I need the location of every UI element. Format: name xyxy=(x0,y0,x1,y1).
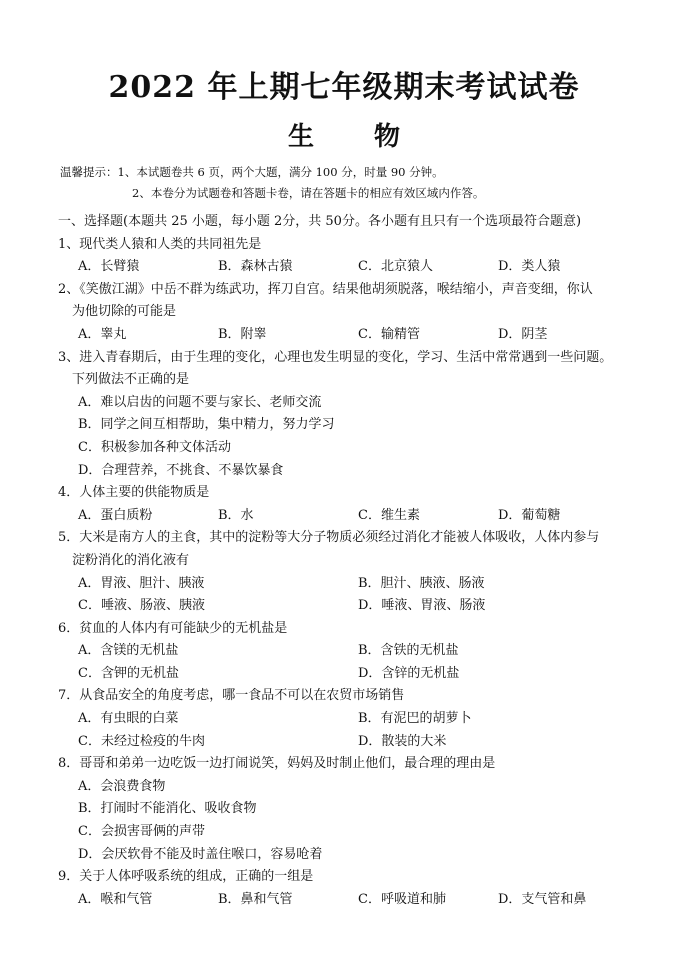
option-b: B．胆汁、胰液、肠液 xyxy=(358,575,485,591)
option-c: C．未经过检疫的牛肉 xyxy=(78,733,205,749)
option-row xyxy=(58,889,638,912)
option-b: B．森林古猿 xyxy=(218,259,293,275)
exam-title: 2022 年上期七年级期末考试试卷 xyxy=(108,70,580,105)
option-c: C．积极参加各种文体活动 xyxy=(78,439,231,455)
option-a: A．蛋白质粉 xyxy=(78,507,153,523)
option-d: D．阴茎 xyxy=(498,326,548,342)
option-a: A．难以启齿的问题不要与家长、老师交流 xyxy=(78,394,322,410)
option-b: B．水 xyxy=(218,507,254,523)
option-c: C．维生素 xyxy=(358,507,420,523)
option-row xyxy=(58,324,638,347)
option-d: D．合理营养，不挑食、不暴饮暴食 xyxy=(78,462,284,478)
question-5 xyxy=(58,527,638,617)
exam-notes xyxy=(60,162,484,204)
option-c: C．唾液、肠液、胰液 xyxy=(78,598,205,614)
question-stem-continued: 淀粉消化的消化液有 xyxy=(72,552,190,568)
question-stem: 4．人体主要的供能物质是 xyxy=(58,485,210,501)
option-d: D．类人猿 xyxy=(498,259,561,275)
note-line-1: 温馨提示：1、本试题卷共 6 页，两个大题，满分 100 分，时量 90 分钟。 xyxy=(60,165,444,179)
question-stem-continued: 下列做法不正确的是 xyxy=(72,372,190,388)
option-c: C．北京猿人 xyxy=(358,259,433,275)
option-d: D．支气管和鼻 xyxy=(498,891,587,907)
question-stem-continued: 为他切除的可能是 xyxy=(72,304,177,320)
question-3 xyxy=(58,347,638,483)
option-d: D．含锌的无机盐 xyxy=(358,665,460,681)
question-7 xyxy=(58,685,638,753)
option-row xyxy=(58,573,638,596)
option-row xyxy=(58,505,638,528)
option-a: A．胃液、胆汁、胰液 xyxy=(78,575,205,591)
question-2 xyxy=(58,279,638,347)
option-d: D．会厌软骨不能及时盖住喉口，容易呛着 xyxy=(78,846,323,862)
question-stem: 6．贫血的人体内有可能缺少的无机盐是 xyxy=(58,620,288,636)
option-b: B．打闹时不能消化、吸收食物 xyxy=(78,801,257,817)
option-a: A．有虫眼的白菜 xyxy=(78,711,179,727)
option-row xyxy=(58,663,638,686)
option-a: A．长臂猿 xyxy=(78,259,140,275)
option-c: C．输精管 xyxy=(358,326,420,342)
option-b: B．有泥巴的胡萝卜 xyxy=(358,711,472,727)
question-stem: 1、现代类人猿和人类的共同祖先是 xyxy=(58,236,262,252)
option-a: A．含镁的无机盐 xyxy=(78,643,179,659)
question-stem: 8．哥哥和弟弟一边吃饭一边打闹说笑，妈妈及时制止他们，最合理的理由是 xyxy=(58,756,496,772)
question-section xyxy=(58,211,638,911)
option-b: B．鼻和气管 xyxy=(218,891,293,907)
question-stem: 7．从食品安全的角度考虑，哪一食品不可以在农贸市场销售 xyxy=(58,688,405,704)
question-stem: 5．大米是南方人的主食，其中的淀粉等大分子物质必须经过消化才能被人体吸收，人体内参与 xyxy=(58,530,600,546)
question-stem: 2、《笑傲江湖》中岳不群为练武功，挥刀自宫。结果他胡须脱落，喉结缩小，声音变细，你认 xyxy=(58,281,593,297)
option-b: B．含铁的无机盐 xyxy=(358,643,459,659)
option-row xyxy=(58,731,638,754)
option-row xyxy=(58,708,638,731)
option-d: D．葡萄糖 xyxy=(498,507,561,523)
note-line-2: 2、本卷分为试题卷和答题卡卷，请在答题卡的相应有效区域内作答。 xyxy=(132,186,485,200)
question-9 xyxy=(58,866,638,911)
option-c: C．会损害哥俩的声带 xyxy=(78,824,205,840)
option-d: D．唾液、胃液、肠液 xyxy=(358,598,486,614)
option-c: C．含钾的无机盐 xyxy=(78,665,179,681)
option-a: A．喉和气管 xyxy=(78,891,153,907)
question-stem: 9．关于人体呼吸系统的组成，正确的一组是 xyxy=(58,869,314,885)
question-8 xyxy=(58,753,638,866)
option-a: A．睾丸 xyxy=(78,326,127,342)
question-stem: 3、进入青春期后，由于生理的变化，心理也发生明显的变化，学习、生活中常常遇到一些问题。 xyxy=(58,349,613,365)
question-6 xyxy=(58,618,638,686)
option-a: A．会浪费食物 xyxy=(78,778,166,794)
question-1 xyxy=(58,234,638,279)
question-4 xyxy=(58,482,638,527)
option-c: C．呼吸道和肺 xyxy=(358,891,446,907)
option-b: B．同学之间互相帮助，集中精力，努力学习 xyxy=(78,417,335,433)
option-row xyxy=(58,256,638,279)
option-d: D．散装的大米 xyxy=(358,733,447,749)
section-heading: 一、选择题(本题共 25 小题，每小题 2分，共 50分。各小题有且只有一个选项最符合题意) xyxy=(58,214,582,229)
option-row xyxy=(58,640,638,663)
subject-title: 生物 xyxy=(287,122,460,152)
option-row xyxy=(58,595,638,618)
option-b: B．附睾 xyxy=(218,326,267,342)
